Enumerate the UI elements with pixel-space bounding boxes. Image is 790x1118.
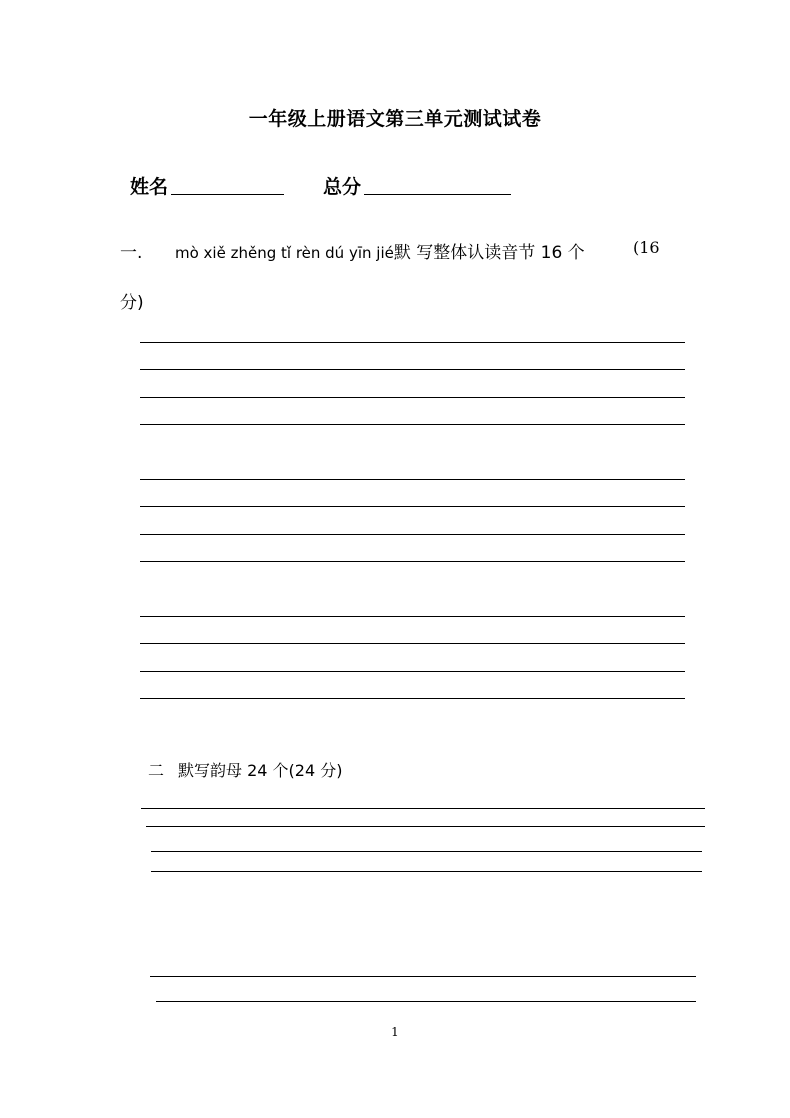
page-title: 一年级上册语文第三单元测试试卷 (248, 108, 542, 130)
question-1-number: 一. (120, 243, 143, 263)
writing-line[interactable] (151, 871, 702, 872)
writing-line[interactable] (140, 342, 685, 343)
writing-line[interactable] (150, 976, 696, 977)
writing-line[interactable] (140, 534, 685, 535)
name-label: 姓名 (130, 176, 169, 198)
writing-line[interactable] (141, 808, 705, 809)
question-1-pinyin: mò xiě zhěng tǐ rèn dú yīn jié (175, 244, 394, 262)
name-blank[interactable] (171, 194, 284, 195)
question-1-text: 默 写整体认读音节 16 个 (393, 243, 585, 263)
score-label: 总分 (323, 176, 362, 198)
writing-line[interactable] (146, 826, 705, 827)
question-2-prompt (148, 758, 342, 781)
question-2-text: 默写韵母 24 个(24 分) (178, 761, 343, 780)
question-2-number: 二 (148, 761, 165, 780)
page-number: 1 (391, 1025, 399, 1039)
writing-line[interactable] (140, 397, 685, 398)
writing-line[interactable] (140, 369, 685, 370)
writing-line[interactable] (140, 643, 685, 644)
writing-line[interactable] (140, 506, 685, 507)
writing-line[interactable] (140, 561, 685, 562)
writing-line[interactable] (140, 671, 685, 672)
writing-line[interactable] (140, 616, 685, 617)
writing-line[interactable] (140, 479, 685, 480)
writing-line[interactable] (140, 424, 685, 425)
score-blank[interactable] (364, 194, 511, 195)
question-1-score: (16 (633, 238, 660, 257)
writing-line[interactable] (140, 698, 685, 699)
question-1-score-cont: 分) (120, 293, 144, 313)
writing-line[interactable] (156, 1001, 696, 1002)
writing-line[interactable] (151, 851, 702, 852)
question-1-prompt (120, 238, 660, 263)
